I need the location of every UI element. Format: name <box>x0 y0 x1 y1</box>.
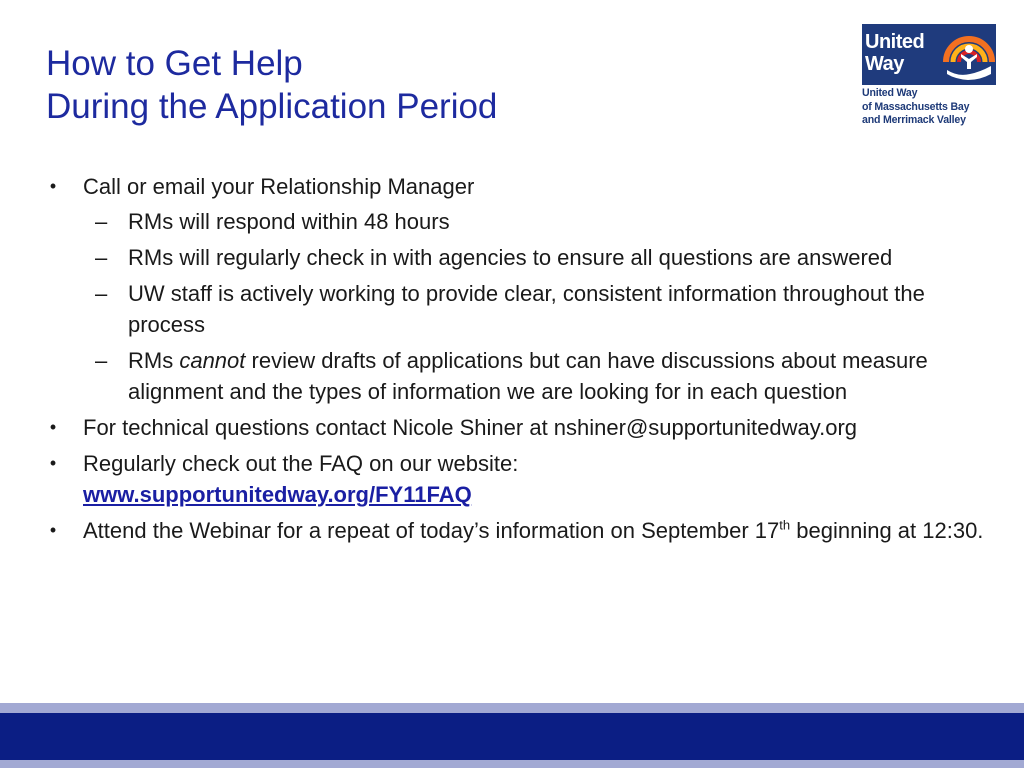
sub-bullet-item <box>83 278 996 340</box>
logo-sub-line3: and Merrimack Valley <box>862 114 966 126</box>
bullet-text: Call or email your Relationship Manager <box>83 174 475 199</box>
sub-bullet-text: UW staff is actively working to provide clear, consistent information throughout the process <box>128 281 925 337</box>
hand-person-rainbow-icon <box>942 28 996 82</box>
bullet-dot: • <box>49 176 57 196</box>
faq-link[interactable]: www.supportunitedway.org/FY11FAQ <box>83 482 472 507</box>
footer-band-bottom <box>0 760 1024 768</box>
bullet-text-continued: beginning at 12:30. <box>796 518 984 543</box>
logo-wordmark <box>865 31 940 75</box>
united-way-logo <box>862 24 997 128</box>
sub-bullet-dash: – <box>95 245 108 270</box>
logo-word-united: United <box>865 31 925 53</box>
bullet-text: Attend the Webinar for a repeat of today’s information on September 17 <box>83 518 780 543</box>
slide-title <box>46 42 497 128</box>
logo-sub-line2: of Massachusetts Bay <box>862 100 970 113</box>
sub-bullet-item <box>83 242 996 273</box>
sub-bullet-item <box>83 345 996 407</box>
bullet-dot: • <box>49 520 57 540</box>
bullet-item <box>46 515 996 546</box>
sub-bullet-text: RMs will respond within 48 hours <box>128 209 450 234</box>
footer-band-light <box>0 703 1024 713</box>
sub-bullet-text-before: RMs <box>128 348 180 373</box>
footer-band-dark <box>0 713 1024 760</box>
sub-bullet-dash: – <box>95 348 108 373</box>
bullet-item <box>46 412 996 443</box>
slide-title-line2: During the Application Period <box>46 87 498 126</box>
logo-subtitle <box>862 87 997 128</box>
bullet-text: Regularly check out the FAQ on our website: <box>83 451 519 476</box>
logo-word-way: Way <box>865 53 904 75</box>
bullet-dot: • <box>49 453 57 473</box>
slide-title-line1: How to Get Help <box>46 44 303 83</box>
bullet-item <box>46 448 996 510</box>
sub-bullet-text: RMs will regularly check in with agencies to ensure all questions are answered <box>128 245 893 270</box>
sub-bullet-emphasis: cannot <box>179 348 246 373</box>
bullet-item <box>46 171 996 407</box>
sub-bullet-dash: – <box>95 209 108 234</box>
bullet-text: For technical questions contact Nicole Shiner at nshiner@supportunitedway.org <box>83 415 858 440</box>
ordinal-suffix: th <box>779 517 791 533</box>
logo-box <box>862 24 996 85</box>
sub-bullet-item <box>83 206 996 237</box>
sub-bullet-text-after: review drafts of applications but can have discussions about measure alignment and the types of information we are looking for in each question <box>128 348 928 404</box>
logo-sub-line1: United Way <box>862 87 918 99</box>
sub-bullet-list <box>83 206 996 407</box>
sub-bullet-dash: – <box>95 281 108 306</box>
bullet-dot: • <box>49 417 57 437</box>
bullet-list <box>46 171 996 551</box>
